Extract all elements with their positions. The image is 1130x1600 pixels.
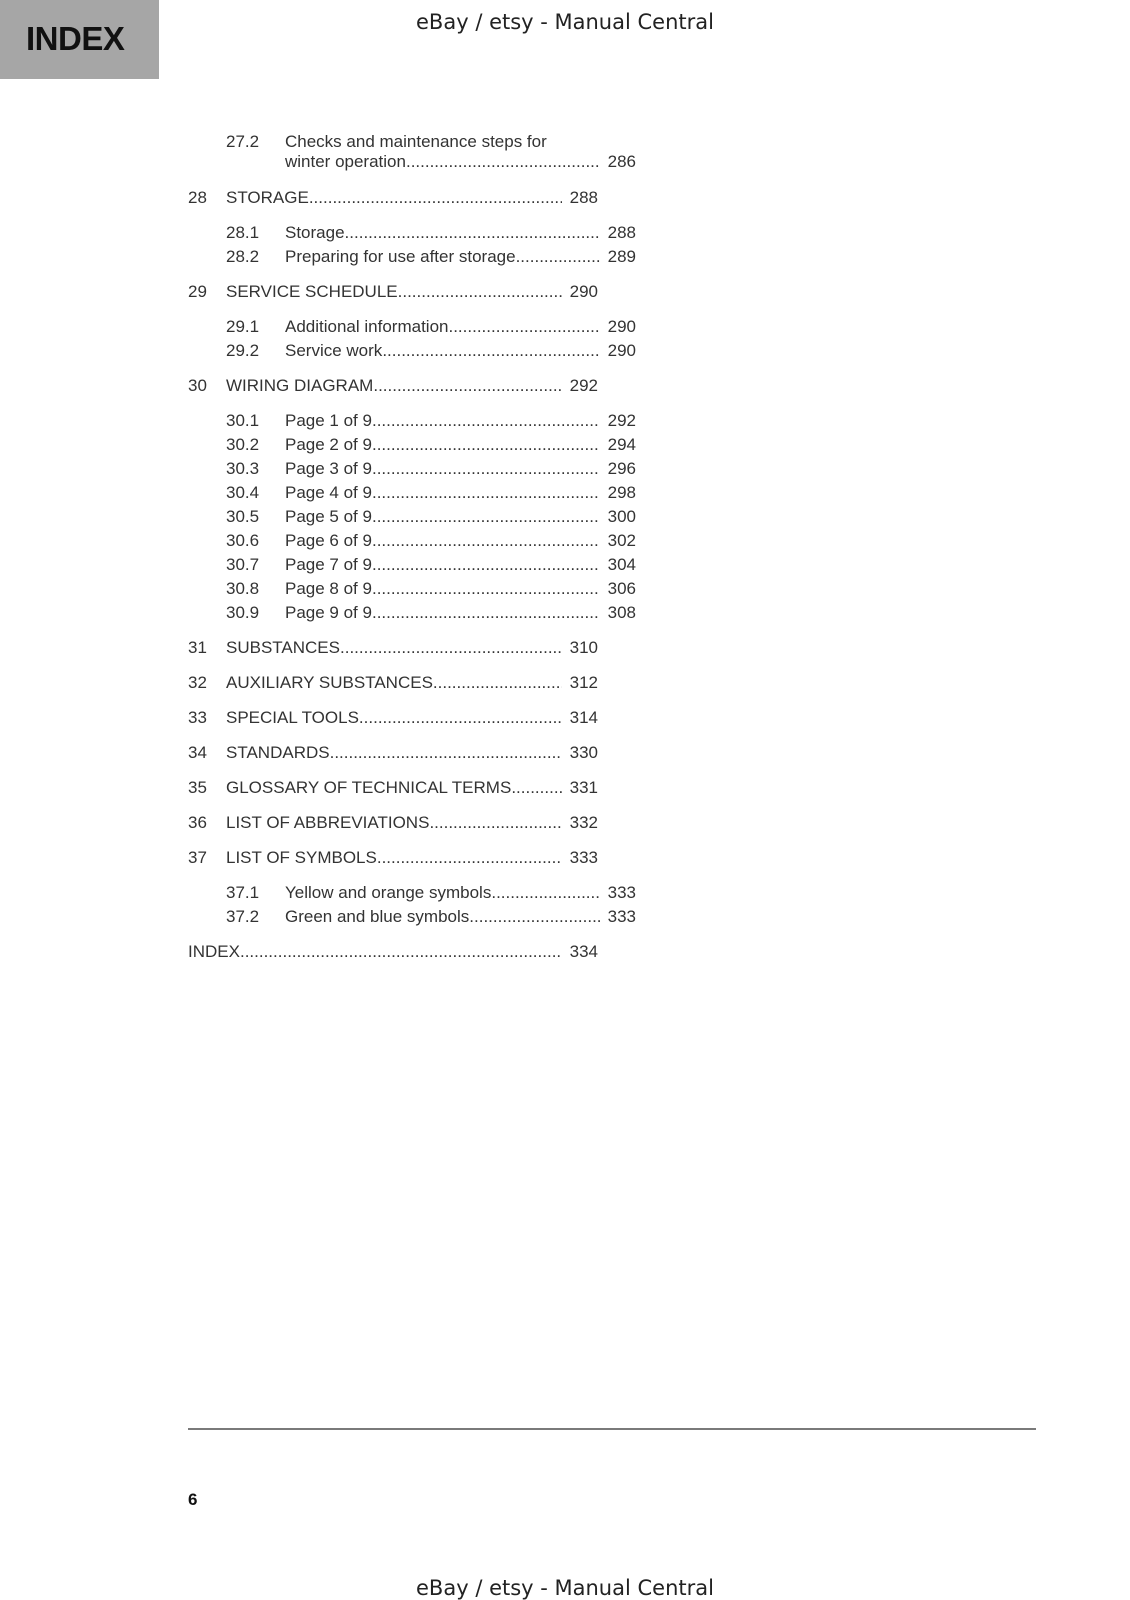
section-tab-label: INDEX <box>26 20 125 57</box>
dot-leader <box>398 282 562 302</box>
page-number: 6 <box>188 1490 198 1509</box>
dot-leader <box>372 507 600 527</box>
page-footer-title: eBay / etsy - Manual Central <box>416 1576 714 1600</box>
toc-entry-page: 308 <box>607 603 636 622</box>
dot-leader <box>469 907 600 927</box>
toc-entry[interactable] <box>188 531 636 553</box>
toc-entry-number: 30.6 <box>226 531 260 550</box>
toc-entry-title: GLOSSARY OF TECHNICAL TERMS <box>226 778 512 797</box>
toc-entry-page: 333 <box>569 848 598 867</box>
dot-leader <box>372 411 600 431</box>
toc-entry-title: Green and blue symbols <box>285 907 470 926</box>
dot-leader <box>372 459 600 479</box>
dot-leader <box>372 435 600 455</box>
toc-entry-number: 34 <box>188 743 207 762</box>
toc-entry-page: 292 <box>607 411 636 430</box>
toc-entry-page: 314 <box>569 708 598 727</box>
toc-entry-number: 36 <box>188 813 207 832</box>
toc-entry[interactable] <box>188 152 636 174</box>
toc-entry[interactable] <box>188 132 636 154</box>
toc-entry-title: Service work <box>285 341 383 360</box>
toc-entry-number: 30.4 <box>226 483 260 502</box>
toc-entry-title: STANDARDS <box>226 743 330 762</box>
toc-entry-title: SUBSTANCES <box>226 638 340 657</box>
toc-entry[interactable] <box>188 907 636 929</box>
dot-leader <box>340 638 562 658</box>
toc-entry-page: 332 <box>569 813 598 832</box>
toc-entry-title: Preparing for use after storage <box>285 247 516 266</box>
toc-entry-number: 29 <box>188 282 207 301</box>
toc-entry-title: Page 7 of 9 <box>285 555 372 574</box>
toc-entry-number: 30.1 <box>226 411 260 430</box>
toc-entry-page: 289 <box>607 247 636 266</box>
toc-entry-title: LIST OF SYMBOLS <box>226 848 377 867</box>
toc-entry-title: INDEX <box>188 942 240 961</box>
toc-entry-title: LIST OF ABBREVIATIONS <box>226 813 430 832</box>
toc-entry-page: 290 <box>569 282 598 301</box>
dot-leader <box>516 247 600 267</box>
dot-leader <box>491 883 600 903</box>
toc-entry-title: Page 4 of 9 <box>285 483 372 502</box>
toc-entry[interactable] <box>188 247 636 269</box>
dot-leader <box>309 188 562 208</box>
toc-entry-number: 30.7 <box>226 555 260 574</box>
toc-entry-title: WIRING DIAGRAM <box>226 376 374 395</box>
toc-entry-title: Page 1 of 9 <box>285 411 372 430</box>
toc-entry-page: 334 <box>569 942 598 961</box>
toc-entry-number: 30.2 <box>226 435 260 454</box>
dot-leader <box>330 743 562 763</box>
toc-entry-page: 286 <box>607 152 636 171</box>
dot-leader <box>372 603 600 623</box>
toc-entry-page: 331 <box>569 778 598 797</box>
toc-entry[interactable] <box>188 579 636 601</box>
toc-entry[interactable] <box>188 555 636 577</box>
toc-entry-title: Page 2 of 9 <box>285 435 372 454</box>
toc-entry[interactable] <box>188 282 598 304</box>
toc-entry-number: 30.9 <box>226 603 260 622</box>
dot-leader <box>448 317 600 337</box>
toc-entry[interactable] <box>188 778 598 800</box>
toc-entry-title: winter operation <box>285 152 406 171</box>
toc-entry-page: 292 <box>569 376 598 395</box>
toc-entry-number: 28.2 <box>226 247 260 266</box>
toc-entry-number: 31 <box>188 638 207 657</box>
toc-entry-title: Page 3 of 9 <box>285 459 372 478</box>
dot-leader <box>372 483 600 503</box>
toc-entry-title: Page 9 of 9 <box>285 603 372 622</box>
toc-entry-title: Page 8 of 9 <box>285 579 372 598</box>
toc-entry-page: 333 <box>607 907 636 926</box>
dot-leader <box>372 579 600 599</box>
toc-entry-page: 333 <box>607 883 636 902</box>
toc-entry[interactable] <box>188 435 636 457</box>
toc-entry-number: 28.1 <box>226 223 260 242</box>
dot-leader <box>372 531 600 551</box>
toc-entry[interactable] <box>188 638 598 660</box>
toc-entry-page: 306 <box>607 579 636 598</box>
toc-entry-page: 330 <box>569 743 598 762</box>
toc-entry-page: 294 <box>607 435 636 454</box>
toc-entry-title: Page 6 of 9 <box>285 531 372 550</box>
toc-entry-number: 28 <box>188 188 207 207</box>
toc-entry-page: 310 <box>569 638 598 657</box>
dot-leader <box>373 376 562 396</box>
toc-entry-title: AUXILIARY SUBSTANCES <box>226 673 433 692</box>
toc-entry-number: 29.2 <box>226 341 260 360</box>
toc-entry-page: 312 <box>569 673 598 692</box>
toc-entry[interactable] <box>188 223 636 245</box>
toc-entry-title: Storage <box>285 223 345 242</box>
dot-leader <box>406 152 600 172</box>
toc-entry[interactable] <box>188 848 598 870</box>
toc-entry-number: 29.1 <box>226 317 260 336</box>
toc-entry[interactable] <box>188 507 636 529</box>
toc-entry-number: 32 <box>188 673 207 692</box>
toc-entry[interactable] <box>188 188 598 210</box>
toc-entry-page: 290 <box>607 341 636 360</box>
toc-entry-page: 302 <box>607 531 636 550</box>
dot-leader <box>372 555 600 575</box>
dot-leader <box>240 942 562 962</box>
dot-leader <box>382 341 600 361</box>
dot-leader <box>433 673 562 693</box>
toc-entry-number: 33 <box>188 708 207 727</box>
toc-entry[interactable] <box>188 459 636 481</box>
toc-entry[interactable] <box>188 673 598 695</box>
toc-entry-page: 296 <box>607 459 636 478</box>
toc-entry[interactable] <box>188 341 636 363</box>
dot-leader <box>511 778 562 798</box>
toc-entry[interactable] <box>188 483 636 505</box>
section-tab <box>0 0 159 79</box>
dot-leader <box>359 708 562 728</box>
toc-entry-page: 298 <box>607 483 636 502</box>
toc-entry-number: 30.8 <box>226 579 260 598</box>
toc-entry-title: STORAGE <box>226 188 309 207</box>
toc-entry-number: 30.3 <box>226 459 260 478</box>
toc-entry-number: 30 <box>188 376 207 395</box>
toc-entry-number: 30.5 <box>226 507 260 526</box>
toc-entry-number: 37.1 <box>226 883 260 902</box>
toc-entry[interactable] <box>188 376 598 398</box>
toc-entry[interactable] <box>188 411 636 433</box>
toc-entry-page: 288 <box>569 188 598 207</box>
toc-entry[interactable] <box>188 883 636 905</box>
toc-entry-number: 37 <box>188 848 207 867</box>
footer-divider <box>188 1428 1036 1430</box>
toc-entry[interactable] <box>188 942 598 964</box>
page-header-title: eBay / etsy - Manual Central <box>416 10 714 34</box>
dot-leader <box>377 848 562 868</box>
toc-entry[interactable] <box>188 603 636 625</box>
toc-entry-number: 37.2 <box>226 907 260 926</box>
toc-entry[interactable] <box>188 813 598 835</box>
toc-entry-page: 300 <box>607 507 636 526</box>
toc-entry-number: 35 <box>188 778 207 797</box>
toc-entry-title: Additional information <box>285 317 449 336</box>
toc-entry-page: 290 <box>607 317 636 336</box>
toc-entry-title: SPECIAL TOOLS <box>226 708 359 727</box>
dot-leader <box>429 813 562 833</box>
toc-entry-title: Page 5 of 9 <box>285 507 372 526</box>
toc-entry[interactable] <box>188 317 636 339</box>
toc-entry-number: 27.2 <box>226 132 260 151</box>
dot-leader <box>345 223 600 243</box>
toc-entry-title: Yellow and orange symbols <box>285 883 492 902</box>
toc-entry-title: SERVICE SCHEDULE <box>226 282 398 301</box>
toc-entry-page: 304 <box>607 555 636 574</box>
toc-entry-page: 288 <box>607 223 636 242</box>
toc-entry-title: Checks and maintenance steps for <box>285 132 547 151</box>
toc-entry[interactable] <box>188 708 598 730</box>
toc-entry[interactable] <box>188 743 598 765</box>
